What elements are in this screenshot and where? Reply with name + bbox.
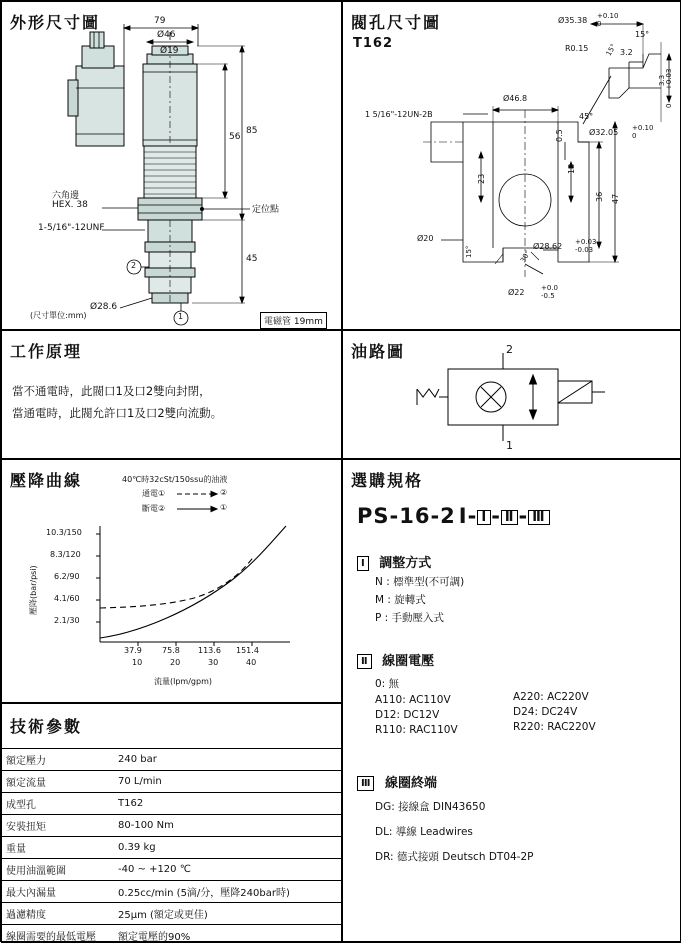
- spec-key-1: 額定流量: [2, 771, 114, 793]
- curve-ytick-4: 2.1/30: [54, 616, 80, 625]
- table-row: [2, 771, 343, 793]
- spec-val-0: 240 bar: [114, 749, 343, 771]
- curve-legend-deenergized: 斷電②: [142, 503, 165, 514]
- dim-d20: Ø20: [417, 234, 433, 243]
- dim-d28-62: Ø28.62: [533, 242, 562, 251]
- option-group-3: [357, 772, 669, 867]
- option-group-1-roman: Ⅰ: [357, 556, 369, 571]
- table-row: [2, 837, 343, 859]
- panel-pressure-drop-curve: [1, 459, 342, 703]
- dim-d46: Ø46: [157, 30, 176, 40]
- option-3-item-0: DG: 接線盒 DIN43650: [375, 799, 669, 814]
- dim-3-3-tol-up: +0.03: [665, 69, 673, 90]
- spec-val-3: 80-100 Nm: [114, 815, 343, 837]
- cavity-code: T162: [353, 36, 393, 51]
- dim-angle-45: 45°: [579, 112, 593, 121]
- option-group-2-roman: Ⅱ: [357, 654, 372, 669]
- option-2-right-2: D24: DC24V: [513, 706, 669, 718]
- table-row: [2, 815, 343, 837]
- dim-r0-15: R0.15: [565, 44, 588, 53]
- dim-d28-62-tol-dn: -0.03: [575, 246, 593, 254]
- model-code-prefix: PS-16-2: [357, 504, 456, 528]
- curve-xlabel: 流量(lpm/gpm): [154, 676, 212, 687]
- dim-d28-62-tol-up: +0.03: [575, 238, 596, 246]
- spec-key-5: 使用油溫範圍: [2, 859, 114, 881]
- spec-key-2: 成型孔: [2, 793, 114, 815]
- dim-d35-38-tol-up: +0.10: [597, 12, 618, 20]
- curve-ytick-0: 10.3/150: [46, 528, 82, 537]
- dim-d28-6: Ø28.6: [90, 302, 117, 312]
- dim-d46-8: Ø46.8: [503, 94, 527, 103]
- curve-xtick-bot-1: 20: [170, 658, 180, 667]
- panel-title-specs: 技術參數: [10, 714, 82, 737]
- dim-d22-tol-up: +0.0: [541, 284, 558, 292]
- option-group-2: [357, 650, 669, 739]
- panel-title-outline: 外形尺寸圖: [10, 10, 100, 33]
- spec-val-6: 0.25cc/min (5滴/分，壓降240bar時): [114, 881, 343, 903]
- spec-key-3: 安裝扭矩: [2, 815, 114, 837]
- option-2-left-1: A110: AC110V: [375, 694, 513, 706]
- bubble-1-text: 1: [178, 312, 183, 321]
- dim-angle-15-b: 15°: [605, 43, 618, 58]
- curve-legend-energized-target: ②: [220, 488, 227, 497]
- table-row: [2, 881, 343, 903]
- spec-val-2: T162: [114, 793, 343, 815]
- circuit-port-1: 1: [506, 439, 513, 452]
- curve-xtick-top-0: 37.9: [124, 646, 142, 655]
- spec-val-8: 額定電壓的90%: [114, 925, 343, 946]
- option-group-2-heading: 線圈電壓: [382, 654, 434, 669]
- curve-ytick-1: 8.3/120: [50, 550, 81, 559]
- dim-23: 23: [477, 174, 486, 184]
- option-2-right-1: A220: AC220V: [513, 691, 669, 703]
- panel-title-cavity: 閥孔尺寸圖: [351, 10, 441, 33]
- spec-val-1: 70 L/min: [114, 771, 343, 793]
- curve-ytick-2: 6.2/90: [54, 572, 80, 581]
- label-thread-unf: 1-5/16"-12UNF: [38, 223, 105, 233]
- dim-3-3: 3.3: [658, 75, 666, 86]
- option-2-left-3: R110: RAC110V: [375, 724, 513, 736]
- panel-technical-specs: [1, 703, 342, 943]
- spec-key-6: 最大內漏量: [2, 881, 114, 903]
- curve-ylabel: 壓降(bar/psi): [28, 565, 39, 615]
- label-hex-en: HEX. 38: [52, 200, 88, 210]
- label-locating-point: 定位點: [252, 202, 279, 215]
- model-code-part-1: Ⅰ: [477, 510, 491, 525]
- table-row: [2, 903, 343, 925]
- bubble-2-text: 2: [131, 261, 136, 270]
- curve-oil-note: 40℃時32cSt/150ssu的油液: [122, 474, 227, 485]
- curve-xtick-top-3: 151.4: [236, 646, 259, 655]
- panel-working-principle: [1, 330, 342, 459]
- option-1-item-2: P : 手動壓入式: [375, 610, 669, 625]
- option-3-item-2: DR: 德式接頭 Deutsch DT04-2P: [375, 849, 669, 864]
- panel-title-principle: 工作原理: [10, 339, 82, 362]
- option-2-left-0: 0: 無: [375, 676, 513, 691]
- table-row: [2, 859, 343, 881]
- circuit-port-2: 2: [506, 343, 513, 356]
- table-row: [2, 749, 343, 771]
- panel-outline-dimensions: [1, 1, 342, 330]
- model-code-part-3: Ⅲ: [528, 510, 549, 525]
- model-code: PS-16-2 I- Ⅰ - Ⅱ - Ⅲ: [357, 504, 550, 528]
- dim-d22: Ø22: [508, 288, 524, 297]
- panel-title-options: 選購規格: [351, 468, 423, 491]
- principle-line-1: 當不通電時，此閥口1及口2雙向封閉，: [12, 383, 211, 399]
- curve-legend-deenergized-target: ①: [220, 503, 227, 512]
- curve-legend-energized: 通電①: [142, 488, 165, 499]
- label-hex-cn: 六角邊: [52, 188, 79, 201]
- spec-key-7: 過濾精度: [2, 903, 114, 925]
- option-group-1-heading: 調整方式: [379, 556, 431, 571]
- panel-title-circuit: 油路圖: [351, 339, 405, 362]
- spec-key-8: 線圈需要的最低電壓: [2, 925, 114, 946]
- option-1-item-1: M : 旋轉式: [375, 592, 669, 607]
- panel-title-curve: 壓降曲線: [10, 468, 82, 491]
- dim-36: 36: [595, 192, 604, 202]
- curve-xtick-top-2: 113.6: [198, 646, 221, 655]
- curve-xtick-bot-2: 30: [208, 658, 218, 667]
- dim-3-3-tol-dn: 0: [665, 104, 673, 108]
- dim-0-5: 0.5: [555, 129, 564, 142]
- model-code-part-2: Ⅱ: [501, 510, 519, 525]
- principle-line-2: 當通電時，此閥允許口1及口2雙向流動。: [12, 405, 222, 421]
- dim-47: 47: [611, 194, 620, 204]
- dim-d35-38-tol-dn: 0: [597, 20, 601, 28]
- dim-d32-05-tol-dn: 0: [632, 132, 636, 140]
- dim-3-2: 3.2: [620, 48, 633, 57]
- spec-key-4: 重量: [2, 837, 114, 859]
- model-code-letter: I: [459, 504, 468, 528]
- curve-drawing: [2, 460, 343, 704]
- curve-ytick-3: 4.1/60: [54, 594, 80, 603]
- dim-angle-15: 15°: [635, 30, 649, 39]
- dim-angle-30: 30°: [519, 249, 532, 264]
- option-2-right-3: R220: RAC220V: [513, 721, 669, 733]
- option-2-right-0: [513, 676, 669, 688]
- spec-val-5: -40 ~ +120 ℃: [114, 859, 343, 881]
- option-group-3-roman: Ⅲ: [357, 776, 374, 791]
- option-2-left-2: D12: DC12V: [375, 709, 513, 721]
- dim-d22-tol-dn: -0.5: [541, 292, 555, 300]
- dim-thread-un2b: 1 5/16"-12UN-2B: [365, 110, 433, 119]
- dim-18: 18: [567, 164, 576, 174]
- curve-xtick-bot-3: 40: [246, 658, 256, 667]
- option-3-item-1: DL: 導線 Leadwires: [375, 824, 669, 839]
- spec-val-7: 25μm (額定或更佳): [114, 903, 343, 925]
- dim-d32-05-tol-up: +0.10: [632, 124, 653, 132]
- option-1-item-0: N : 標準型(不可調): [375, 574, 669, 589]
- curve-xtick-top-1: 75.8: [162, 646, 180, 655]
- dim-d35-38: Ø35.38: [558, 16, 587, 25]
- label-coil-tube: 電磁管 19mm: [260, 312, 327, 329]
- curve-xtick-bot-0: 10: [132, 658, 142, 667]
- panel-cavity-dimensions: [342, 1, 681, 330]
- spec-val-4: 0.39 kg: [114, 837, 343, 859]
- dim-45: 45: [246, 254, 257, 264]
- spec-table: [2, 748, 343, 946]
- panel-option-spec: [342, 459, 681, 943]
- dim-79: 79: [154, 16, 165, 26]
- option-group-1: [357, 552, 669, 628]
- spec-key-0: 額定壓力: [2, 749, 114, 771]
- dim-angle-15-c: 15°: [465, 246, 473, 258]
- dim-56: 56: [229, 132, 240, 142]
- table-row: [2, 793, 343, 815]
- dim-d19: Ø19: [160, 46, 179, 56]
- dim-d32-05: Ø32.05: [589, 128, 618, 137]
- panel-circuit-symbol: [342, 330, 681, 459]
- dim-85: 85: [246, 126, 257, 136]
- label-unit-note: (尺寸單位:mm): [30, 310, 87, 321]
- option-group-3-heading: 線圈終端: [385, 776, 437, 791]
- table-row: [2, 925, 343, 946]
